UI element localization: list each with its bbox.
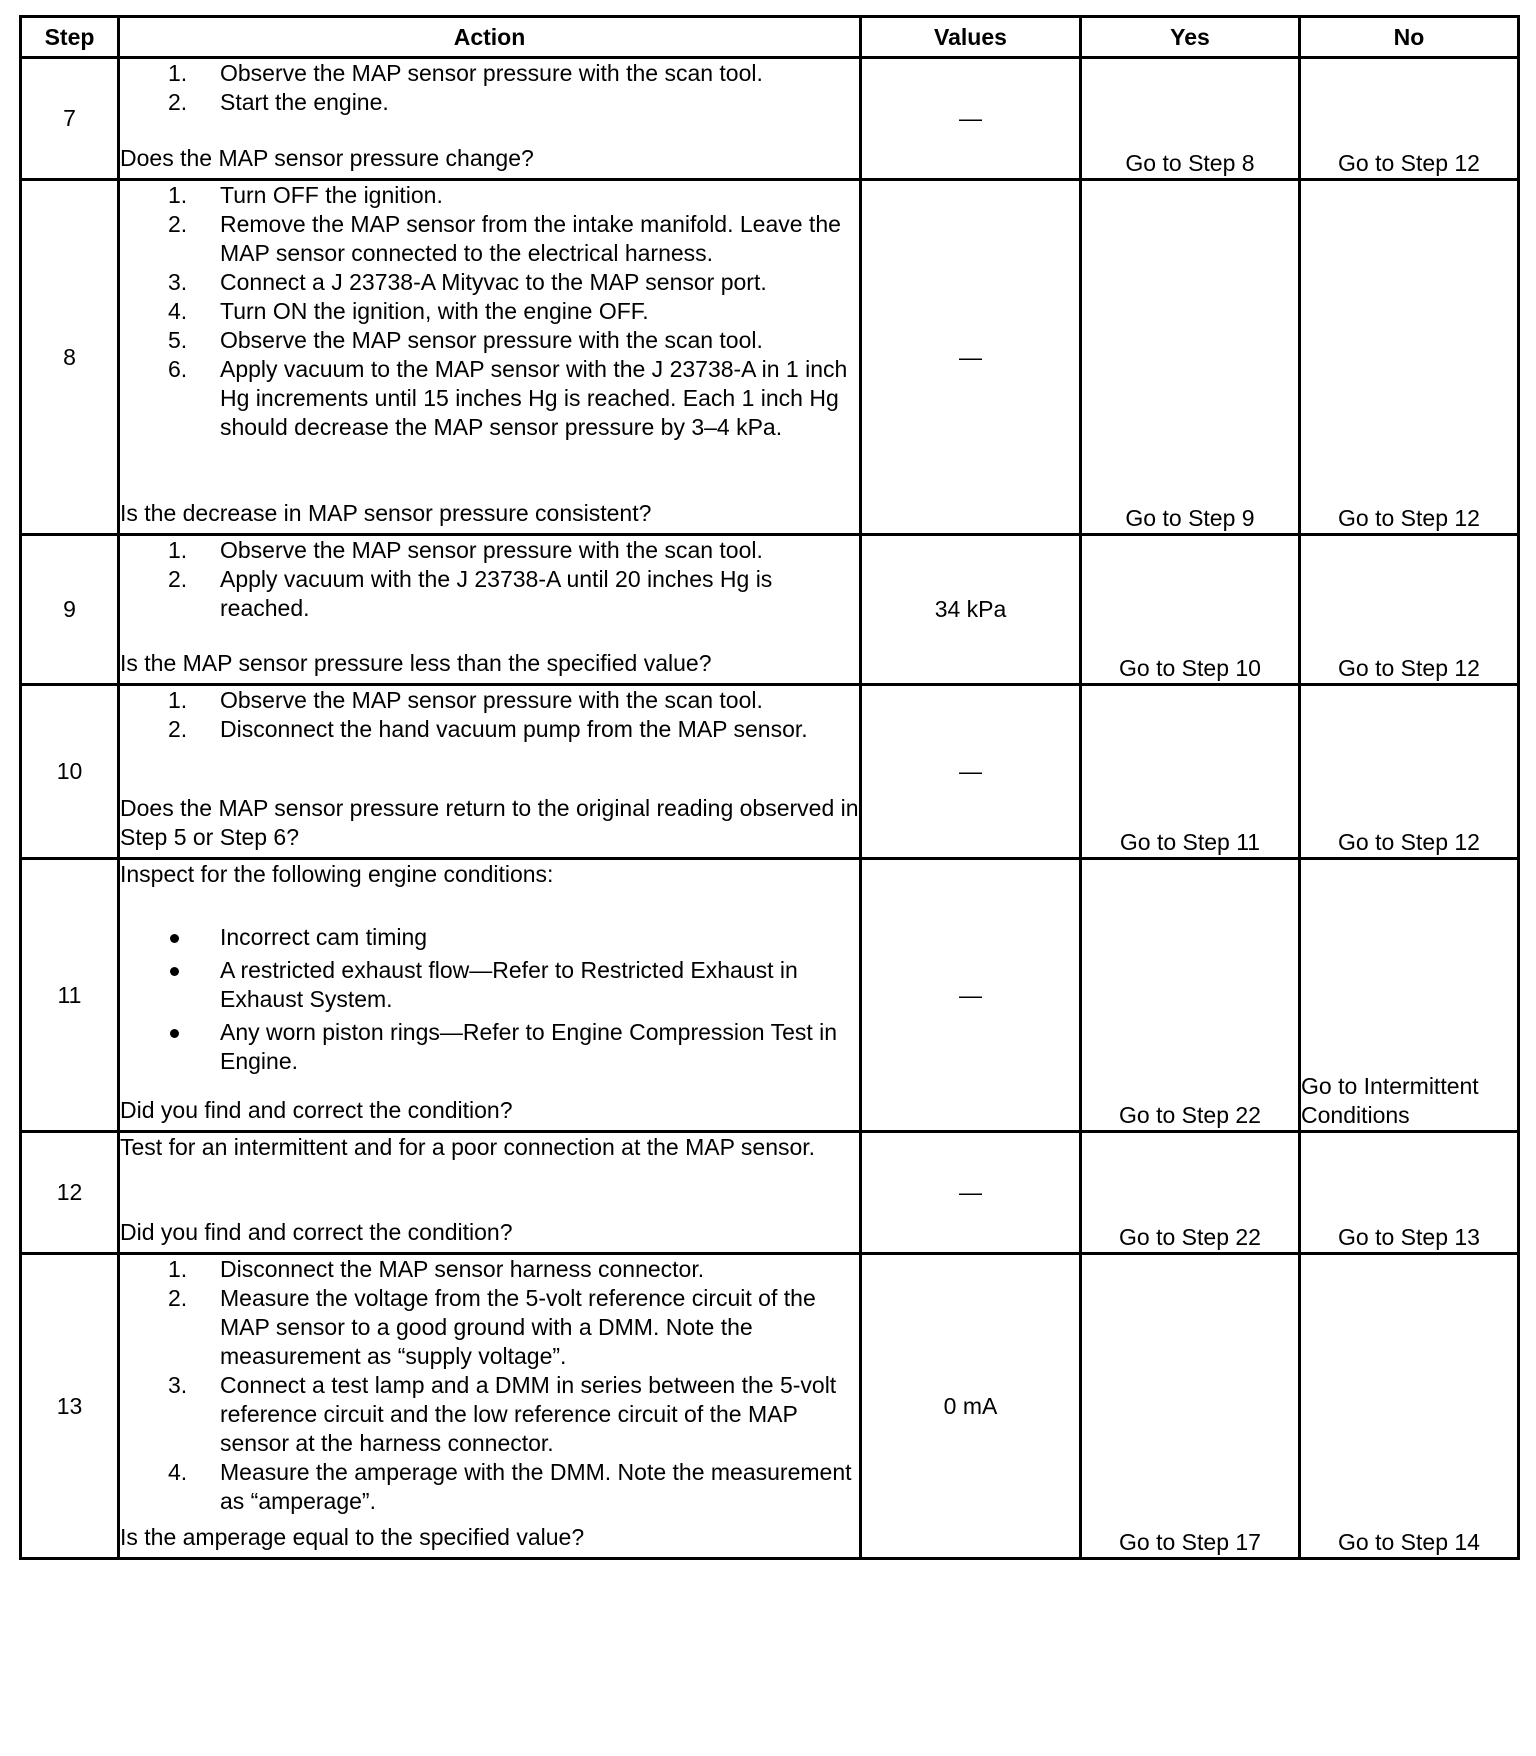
numbered-step xyxy=(120,268,859,297)
yes-cell: Go to Step 10 xyxy=(1081,535,1300,685)
step-number: 9 xyxy=(21,535,119,685)
step-text: Apply vacuum to the MAP sensor with the J 23738-A in 1 inch Hg increments until 15 inches Hg is reached. Each 1 inch Hg should decrease the MAP sensor pressure by 3–4 kPa. xyxy=(220,356,848,440)
action-body xyxy=(120,686,859,744)
bullet-icon xyxy=(170,967,179,976)
no-cell: Go to Step 12 xyxy=(1300,535,1519,685)
numbered-step xyxy=(120,686,859,715)
step-index: 1. xyxy=(168,60,188,86)
step-index: 4. xyxy=(168,1459,188,1485)
step-index: 1. xyxy=(168,182,188,208)
step-number: 7 xyxy=(21,58,119,180)
condition-item xyxy=(120,923,859,952)
no-cell: Go to Step 12 xyxy=(1300,58,1519,180)
table-row xyxy=(21,859,1519,1132)
action-question: Does the MAP sensor pressure change? xyxy=(120,145,534,171)
numbered-steps xyxy=(120,181,859,442)
step-text: Disconnect the hand vacuum pump from the MAP sensor. xyxy=(220,716,808,742)
step-index: 6. xyxy=(168,356,188,382)
numbered-step xyxy=(120,326,859,355)
action-content xyxy=(120,686,859,852)
step-text: Connect a J 23738-A Mityvac to the MAP sensor port. xyxy=(220,269,767,295)
numbered-step xyxy=(120,1371,859,1458)
header-no: No xyxy=(1300,17,1519,58)
action-cell xyxy=(119,58,861,180)
yes-cell: Go to Step 8 xyxy=(1081,58,1300,180)
step-number: 10 xyxy=(21,685,119,859)
bullet-icon xyxy=(170,1029,179,1038)
condition-item xyxy=(120,956,859,1014)
action-question: Is the MAP sensor pressure less than the specified value? xyxy=(120,650,712,676)
action-intro: Inspect for the following engine conditions: xyxy=(120,861,554,887)
yes-cell: Go to Step 9 xyxy=(1081,180,1300,535)
table-row xyxy=(21,685,1519,859)
action-cell xyxy=(119,180,861,535)
step-text: Start the engine. xyxy=(220,89,389,115)
numbered-step xyxy=(120,1284,859,1371)
step-index: 3. xyxy=(168,1372,188,1398)
action-question: Did you find and correct the condition? xyxy=(120,1219,513,1245)
action-body xyxy=(120,1133,859,1162)
step-text: Observe the MAP sensor pressure with the scan tool. xyxy=(220,537,763,563)
header-action: Action xyxy=(119,17,861,58)
numbered-step xyxy=(120,355,859,442)
table-row xyxy=(21,1254,1519,1559)
values-cell: 34 kPa xyxy=(861,535,1081,685)
step-index: 3. xyxy=(168,269,188,295)
step-index: 2. xyxy=(168,566,188,592)
no-cell: Go to Intermittent Conditions xyxy=(1300,859,1519,1132)
values-cell: — xyxy=(861,58,1081,180)
step-number: 8 xyxy=(21,180,119,535)
step-text: Turn ON the ignition, with the engine OFF. xyxy=(220,298,649,324)
action-question: Does the MAP sensor pressure return to the original reading observed in Step 5 or Step 6? xyxy=(120,795,859,850)
numbered-steps xyxy=(120,536,859,623)
yes-cell: Go to Step 22 xyxy=(1081,1132,1300,1254)
step-text: Apply vacuum with the J 23738-A until 20 inches Hg is reached. xyxy=(220,566,773,621)
step-index: 5. xyxy=(168,327,188,353)
step-text: Remove the MAP sensor from the intake manifold. Leave the MAP sensor connected to the electrical harness. xyxy=(220,211,841,266)
action-cell xyxy=(119,1254,861,1559)
action-body xyxy=(120,1255,859,1516)
values-cell: 0 mA xyxy=(861,1254,1081,1559)
numbered-step xyxy=(120,1458,859,1516)
action-question: Is the decrease in MAP sensor pressure consistent? xyxy=(120,500,652,526)
step-number: 12 xyxy=(21,1132,119,1254)
action-content xyxy=(120,181,859,528)
condition-text: Any worn piston rings—Refer to Engine Compression Test in Engine. xyxy=(220,1019,838,1074)
header-row xyxy=(21,17,1519,58)
numbered-step xyxy=(120,88,859,117)
action-cell xyxy=(119,685,861,859)
step-text: Connect a test lamp and a DMM in series between the 5-volt reference circuit and the low reference circuit of the MAP sensor at the harness connector. xyxy=(220,1372,837,1456)
step-index: 2. xyxy=(168,89,188,115)
step-index: 1. xyxy=(168,687,188,713)
condition-text: Incorrect cam timing xyxy=(220,924,428,950)
numbered-step xyxy=(120,59,859,88)
diagnostic-table xyxy=(19,15,1520,1560)
values-cell: — xyxy=(861,1132,1081,1254)
step-text: Observe the MAP sensor pressure with the scan tool. xyxy=(220,327,763,353)
no-cell: Go to Step 13 xyxy=(1300,1132,1519,1254)
step-number: 13 xyxy=(21,1254,119,1559)
yes-cell: Go to Step 17 xyxy=(1081,1254,1300,1559)
step-text: Observe the MAP sensor pressure with the scan tool. xyxy=(220,60,763,86)
action-cell xyxy=(119,535,861,685)
action-content xyxy=(120,1255,859,1552)
step-text: Disconnect the MAP sensor harness connector. xyxy=(220,1256,705,1282)
step-index: 1. xyxy=(168,1256,188,1282)
step-text: Observe the MAP sensor pressure with the scan tool. xyxy=(220,687,763,713)
no-cell: Go to Step 14 xyxy=(1300,1254,1519,1559)
step-index: 2. xyxy=(168,716,188,742)
numbered-step xyxy=(120,1255,859,1284)
numbered-step xyxy=(120,210,859,268)
table-row xyxy=(21,1132,1519,1254)
values-cell: — xyxy=(861,685,1081,859)
step-text: Measure the amperage with the DMM. Note the measurement as “amperage”. xyxy=(220,1459,852,1514)
action-body xyxy=(120,59,859,117)
no-cell: Go to Step 12 xyxy=(1300,180,1519,535)
yes-cell: Go to Step 11 xyxy=(1081,685,1300,859)
header-step: Step xyxy=(21,17,119,58)
values-cell: — xyxy=(861,180,1081,535)
condition-text: A restricted exhaust flow—Refer to Restricted Exhaust in Exhaust System. xyxy=(220,957,798,1012)
action-cell xyxy=(119,859,861,1132)
action-body xyxy=(120,181,859,442)
numbered-steps xyxy=(120,59,859,117)
numbered-step xyxy=(120,181,859,210)
yes-cell: Go to Step 22 xyxy=(1081,859,1300,1132)
numbered-step xyxy=(120,297,859,326)
step-text: Turn OFF the ignition. xyxy=(220,182,443,208)
action-body xyxy=(120,536,859,623)
no-cell: Go to Step 12 xyxy=(1300,685,1519,859)
header-values: Values xyxy=(861,17,1081,58)
table-row xyxy=(21,180,1519,535)
action-body xyxy=(120,860,859,1080)
action-question: Did you find and correct the condition? xyxy=(120,1097,513,1123)
step-index: 2. xyxy=(168,211,188,237)
condition-list xyxy=(120,923,859,1076)
table-row xyxy=(21,58,1519,180)
action-intro: Test for an intermittent and for a poor connection at the MAP sensor. xyxy=(120,1134,816,1160)
action-content xyxy=(120,1133,859,1247)
step-index: 1. xyxy=(168,537,188,563)
action-question: Is the amperage equal to the specified value? xyxy=(120,1524,585,1550)
numbered-steps xyxy=(120,1255,859,1516)
step-index: 2. xyxy=(168,1285,188,1311)
action-content xyxy=(120,860,859,1125)
numbered-step xyxy=(120,565,859,623)
step-index: 4. xyxy=(168,298,188,324)
action-content xyxy=(120,59,859,173)
action-cell xyxy=(119,1132,861,1254)
step-number: 11 xyxy=(21,859,119,1132)
header-yes: Yes xyxy=(1081,17,1300,58)
step-text: Measure the voltage from the 5-volt reference circuit of the MAP sensor to a good ground with a DMM. Note the measurement as “supply voltage”. xyxy=(220,1285,816,1369)
table-row xyxy=(21,535,1519,685)
numbered-steps xyxy=(120,686,859,744)
condition-item xyxy=(120,1018,859,1076)
numbered-step xyxy=(120,715,859,744)
bullet-icon xyxy=(170,934,179,943)
values-cell: — xyxy=(861,859,1081,1132)
numbered-step xyxy=(120,536,859,565)
action-content xyxy=(120,536,859,678)
